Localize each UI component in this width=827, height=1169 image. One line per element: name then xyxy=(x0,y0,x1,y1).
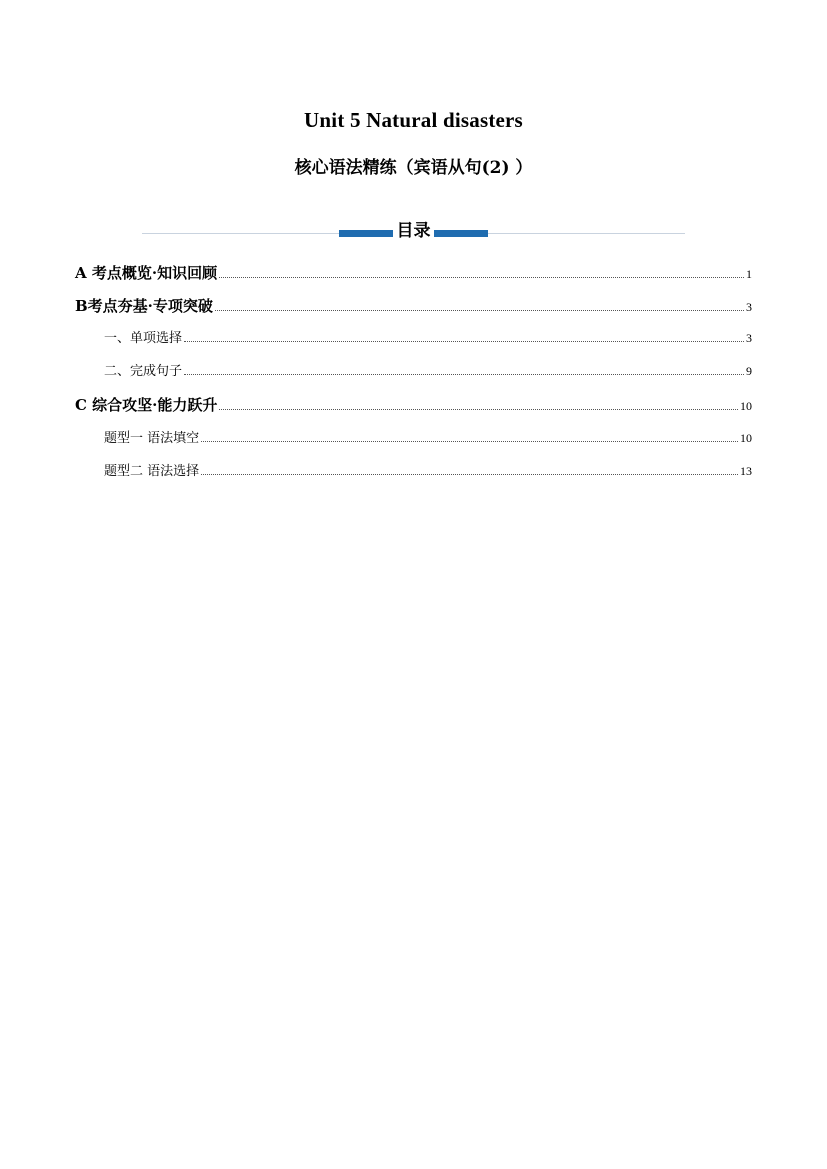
toc-header-bar-left xyxy=(339,230,393,237)
toc-page-number: 13 xyxy=(740,464,752,478)
toc-page-number: 9 xyxy=(746,364,752,378)
toc-header-bar-right xyxy=(434,230,488,237)
toc-leader-dots xyxy=(219,408,738,410)
toc-entry-label: C 综合攻坚·能力跃升 xyxy=(75,396,218,414)
toc-entry-b[interactable] xyxy=(75,295,752,315)
toc-page-number: 10 xyxy=(740,431,752,445)
document-title: Unit 5 Natural disasters xyxy=(304,108,523,132)
toc-entry-label: A 考点概览·知识回顾 xyxy=(75,264,218,282)
toc-entry-c[interactable] xyxy=(75,394,752,414)
toc-entry-label: 一、单项选择 xyxy=(104,331,183,346)
toc-entry-b1[interactable] xyxy=(104,327,752,347)
toc-entry-b2[interactable] xyxy=(104,360,752,380)
toc-entry-label: 二、完成句子 xyxy=(104,364,183,379)
toc-leader-dots xyxy=(215,309,744,311)
toc-entry-c1[interactable] xyxy=(104,427,752,447)
toc-header xyxy=(142,218,685,246)
toc-leader-dots xyxy=(184,340,744,342)
document-subtitle: 核心语法精练（宾语从句(2) ） xyxy=(294,158,533,178)
toc-entry-label: 题型二 语法选择 xyxy=(104,464,200,479)
toc-leader-dots xyxy=(219,276,744,278)
toc-entry-a[interactable] xyxy=(75,262,752,282)
toc-leader-dots xyxy=(201,440,738,442)
toc-entry-label: 题型一 语法填空 xyxy=(104,431,200,446)
toc-page-number: 3 xyxy=(746,300,752,314)
toc-page-number: 1 xyxy=(746,267,752,281)
toc-heading: 目录 xyxy=(393,218,434,244)
toc-entry-label: B考点夯基·专项突破 xyxy=(75,297,213,315)
toc-entry-c2[interactable] xyxy=(104,460,752,480)
toc-leader-dots xyxy=(184,373,744,375)
toc-leader-dots xyxy=(201,473,738,475)
toc-page-number: 10 xyxy=(740,399,752,413)
toc-page-number: 3 xyxy=(746,331,752,345)
